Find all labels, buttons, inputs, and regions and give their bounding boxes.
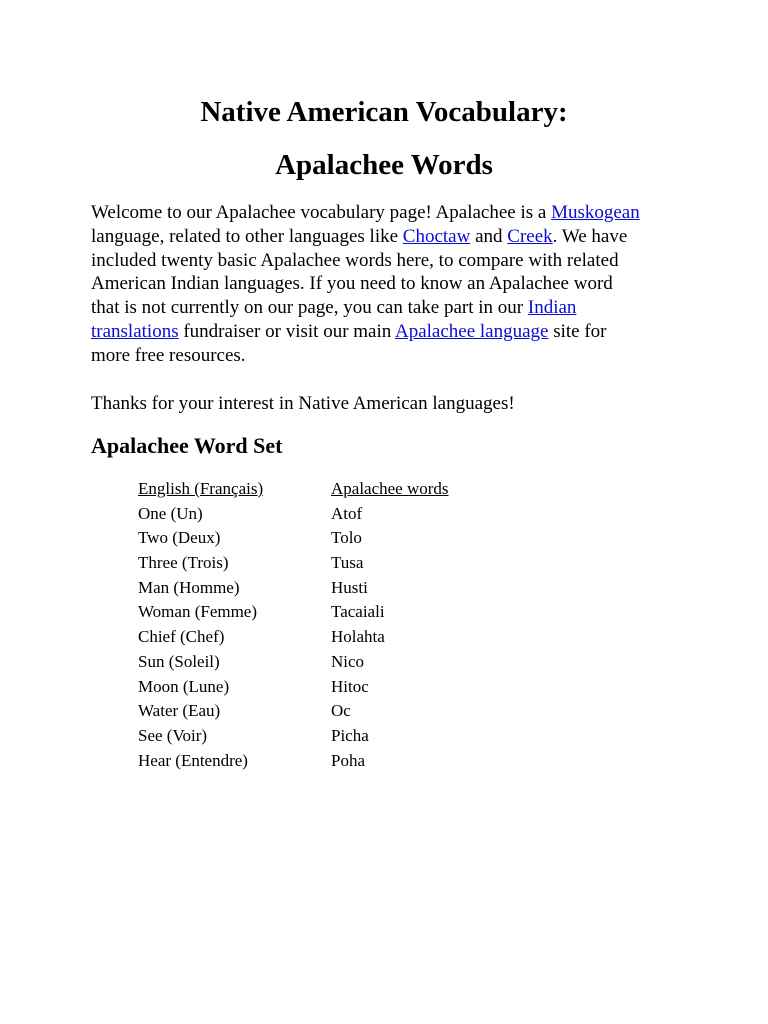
english-word: See (Voir)	[138, 725, 208, 745]
intro-text: site for	[548, 320, 607, 342]
english-word: Two (Deux)	[138, 528, 221, 548]
intro-text: and	[470, 225, 508, 247]
table-row	[138, 551, 531, 576]
table-row	[138, 625, 531, 650]
intro-line-4: American Indian languages. If you need to know an Apalachee word	[91, 273, 613, 295]
apalachee-word: Tusa	[331, 553, 364, 573]
english-word: Moon (Lune)	[138, 676, 230, 696]
table-row	[138, 502, 531, 527]
table-header-row	[138, 477, 531, 502]
header-english: English (Français)	[138, 479, 264, 498]
intro-text: Welcome to our Apalachee vocabulary page! Apalachee is a	[91, 202, 552, 223]
apalachee-word: Atof	[331, 503, 363, 523]
english-word: Man (Homme)	[138, 577, 240, 597]
table-row	[138, 724, 531, 749]
intro-line-3: included twenty basic Apalachee words here, to compare with related	[91, 249, 619, 271]
table-row	[138, 600, 531, 625]
apalachee-word: Picha	[331, 725, 369, 745]
intro-line-5	[91, 296, 691, 320]
thanks-paragraph: Thanks for your interest in Native American languages!	[91, 393, 515, 414]
intro-text: language, related to other languages like	[91, 225, 403, 247]
english-word: Chief (Chef)	[138, 627, 225, 647]
table-row	[138, 675, 531, 700]
intro-text: fundraiser or visit our main	[178, 320, 395, 342]
apalachee-word: Tolo	[331, 528, 362, 548]
apalachee-word: Nico	[331, 651, 365, 671]
intro-line-7: more free resources.	[91, 344, 246, 366]
page-title: Native American Vocabulary:	[200, 96, 568, 128]
page-subtitle: Apalachee Words	[275, 149, 493, 181]
table-row	[138, 699, 531, 724]
section-heading: Apalachee Word Set	[91, 433, 283, 458]
table-row	[138, 526, 531, 551]
table-row	[138, 749, 531, 774]
muskogean-link[interactable]: Muskogean	[551, 202, 640, 223]
table-row	[138, 650, 531, 675]
table-row	[138, 576, 531, 601]
apalachee-word: Tacaiali	[331, 602, 385, 622]
apalachee-word: Hitoc	[331, 676, 369, 696]
choctaw-link[interactable]: Choctaw	[402, 225, 471, 247]
apalachee-word: Husti	[331, 577, 368, 597]
english-word: Water (Eau)	[138, 701, 221, 721]
english-word: Woman (Femme)	[138, 602, 258, 622]
english-word: Three (Trois)	[138, 553, 229, 573]
word-table	[138, 477, 531, 773]
apalachee-word: Oc	[331, 701, 351, 721]
intro-line-2	[91, 225, 691, 249]
indian-translations-link[interactable]: Indian	[527, 297, 577, 319]
intro-text: that is not currently on our page, you can take part in our	[91, 297, 528, 319]
creek-link[interactable]: Creek	[507, 225, 553, 247]
english-word: One (Un)	[138, 503, 203, 523]
apalachee-word: Holahta	[331, 627, 385, 647]
english-word: Sun (Soleil)	[138, 651, 220, 671]
intro-line-1	[91, 201, 691, 225]
apalachee-language-link[interactable]: Apalachee language	[394, 320, 549, 342]
apalachee-word: Poha	[331, 750, 365, 770]
intro-line-6	[91, 320, 691, 344]
header-apalachee: Apalachee words	[331, 479, 449, 498]
indian-translations-link-cont[interactable]: translations	[91, 320, 179, 342]
intro-paragraph	[91, 201, 691, 368]
intro-text: . We have	[552, 225, 628, 247]
english-word: Hear (Entendre)	[138, 750, 248, 770]
